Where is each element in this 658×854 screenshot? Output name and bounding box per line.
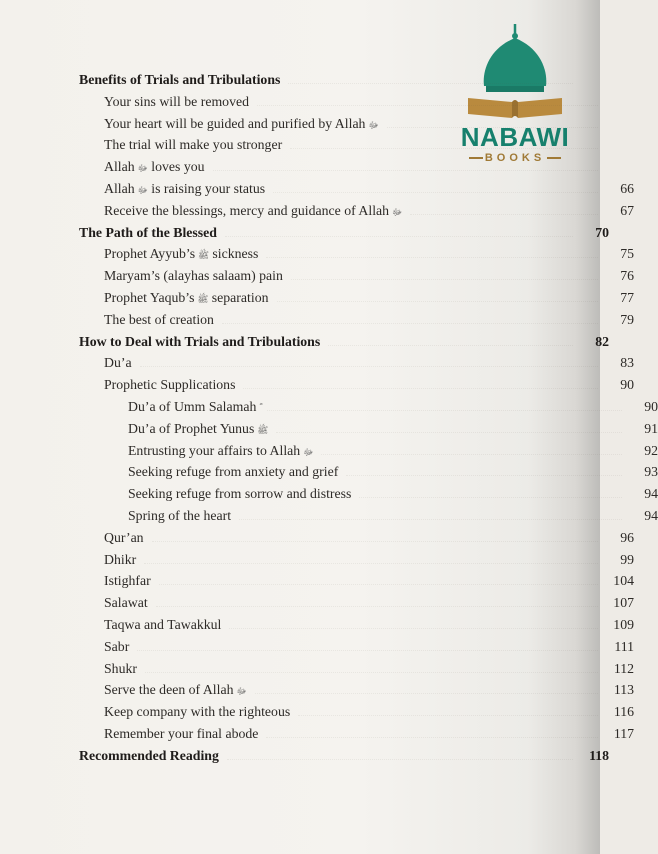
dot-leader — [257, 105, 598, 106]
honorific-glyph: ﷻ — [137, 185, 148, 195]
toc-entry — [0, 203, 634, 223]
toc-page-number: 82 — [595, 333, 609, 349]
toc-entry — [0, 355, 634, 375]
dot-leader — [277, 301, 599, 302]
toc-entry — [0, 617, 634, 637]
dot-leader — [159, 584, 598, 585]
toc-entry-title: Benefits of Trials and Tribulations — [79, 72, 281, 87]
toc-entry-title: Prophet Ayyub’s — [104, 246, 196, 262]
dot-leader — [276, 432, 622, 433]
dot-leader — [227, 759, 573, 760]
toc-page-number: 76 — [620, 268, 634, 284]
toc-page-number: 93 — [644, 464, 658, 480]
honorific-glyph: ﷻ — [137, 163, 148, 174]
toc-entry-title-cont: loves you — [147, 159, 205, 175]
toc-entry-title: Du’a of Umm Salamah — [128, 399, 257, 414]
dot-leader — [222, 323, 598, 324]
honorific-glyph: ﷺ — [197, 294, 209, 304]
dot-leader — [213, 170, 598, 171]
toc-entry — [0, 421, 658, 441]
dot-leader — [156, 606, 598, 607]
dot-leader — [144, 563, 598, 564]
dot-leader — [145, 672, 598, 673]
dot-leader — [152, 541, 598, 542]
toc-entry-title: Seeking refuge from anxiety and grief — [128, 464, 339, 480]
toc-entry — [0, 159, 634, 179]
toc-entry — [0, 94, 634, 114]
logo-name: NABAWI — [460, 122, 570, 152]
dot-leader — [239, 519, 622, 520]
dot-leader — [359, 497, 622, 498]
toc-page-number: 94 — [644, 508, 658, 523]
toc-entry-title-cont: sickness — [208, 246, 259, 262]
dot-leader — [243, 388, 598, 389]
honorific-glyph: ﷻ — [368, 119, 379, 130]
toc-entry — [0, 399, 658, 419]
dot-leader — [346, 475, 622, 476]
toc-entry-title: Salawat — [104, 595, 148, 611]
toc-entry-title: Keep company with the righteous — [104, 704, 291, 720]
toc-entry-title: Prophet Yaqub’s — [104, 290, 195, 305]
toc-entry — [0, 704, 634, 724]
toc-page-number: 99 — [620, 551, 634, 567]
dot-leader — [273, 192, 598, 193]
toc-entry-title: Maryam’s (alayhas salaam) pain — [104, 268, 283, 284]
toc-entry-title: Recommended Reading — [79, 747, 219, 763]
toc-entry-title: Allah — [104, 159, 135, 175]
toc-section-heading — [0, 748, 609, 768]
dot-leader — [255, 693, 598, 694]
toc-page-number: 67 — [620, 202, 634, 218]
toc-entry — [0, 377, 634, 397]
dot-leader — [267, 410, 622, 411]
toc-entry — [0, 464, 658, 484]
toc-page-number: 91 — [644, 420, 658, 436]
toc-entry-title: Allah — [104, 181, 135, 196]
toc-entry — [0, 486, 658, 506]
toc-entry-title: Dhikr — [104, 551, 137, 567]
toc-entry — [0, 137, 634, 157]
toc-page-number: 66 — [620, 181, 634, 196]
toc-entry-title: Spring of the heart — [128, 508, 232, 523]
honorific-glyph: ﷻ — [303, 446, 314, 457]
toc-section-heading — [0, 334, 609, 354]
toc-entry-title: How to Deal with Trials and Tribulations — [79, 333, 321, 349]
dot-leader — [266, 257, 598, 258]
toc-page-number: 79 — [620, 311, 634, 327]
dot-leader — [298, 715, 598, 716]
dot-leader — [410, 214, 598, 215]
toc-entry — [0, 312, 634, 332]
toc-page-number: 107 — [613, 595, 634, 611]
honorific-glyph: ﷺ — [198, 250, 209, 261]
honorific-glyph: ﷺ — [257, 424, 269, 435]
toc-page-number: 109 — [613, 617, 634, 632]
toc-entry-title: Remember your final abode — [104, 726, 259, 741]
toc-entry-title: Your sins will be removed — [104, 93, 249, 109]
toc-page-number: 94 — [644, 486, 658, 502]
toc-entry-title: Du’a of Prophet Yunus — [128, 420, 255, 436]
toc-entry-title-cont: separation — [208, 290, 269, 305]
toc-page-number: 112 — [613, 660, 634, 676]
toc-page-number: 113 — [613, 682, 634, 698]
toc-entry — [0, 290, 634, 310]
logo-subtitle: BOOKS — [460, 152, 570, 164]
toc-page-number: 111 — [614, 638, 634, 654]
toc-entry-title: Taqwa and Tawakkul — [104, 617, 222, 632]
toc-entry-title: Your heart will be guided and purified by Allah — [104, 115, 366, 131]
toc-page-number: 90 — [620, 377, 634, 393]
toc-entry-title: Serve the deen of Allah — [104, 682, 234, 698]
toc-entry — [0, 661, 634, 681]
toc-entry-title: The Path of the Blessed — [79, 224, 217, 240]
toc-page-number: 117 — [613, 726, 634, 741]
dot-leader — [291, 279, 598, 280]
toc-entry — [0, 508, 658, 528]
toc-entry-title: Du’a — [104, 355, 132, 371]
toc-section-heading — [0, 225, 609, 245]
dot-leader — [387, 127, 598, 128]
toc-entry-title: The trial will make you stronger — [104, 137, 283, 153]
dot-leader — [266, 737, 598, 738]
toc-entry — [0, 552, 634, 572]
toc-entry-title: The best of creation — [104, 311, 214, 327]
dot-leader — [328, 345, 573, 346]
toc-entry-title: Istighfar — [104, 573, 151, 589]
toc-entry — [0, 530, 634, 550]
toc-page-number: 118 — [589, 747, 609, 763]
toc-page-number: 77 — [620, 290, 634, 305]
toc-page-number: 104 — [613, 573, 634, 589]
toc-entry-title: Sabr — [104, 638, 130, 654]
toc-section-heading — [0, 72, 609, 92]
dot-leader — [137, 650, 598, 651]
toc-entry-title-cont: is raising your status — [147, 181, 266, 196]
toc-entry — [0, 595, 634, 615]
toc-page-number: 70 — [595, 224, 609, 240]
toc-entry — [0, 116, 634, 136]
toc-entry-title: Receive the blessings, mercy and guidance of Allah — [104, 202, 390, 218]
toc-entry-title: Seeking refuge from sorrow and distress — [128, 486, 352, 502]
toc-page-number: 83 — [620, 355, 634, 371]
dot-leader — [290, 148, 598, 149]
toc-entry-title: Qur’an — [104, 529, 144, 545]
toc-entry — [0, 181, 634, 201]
toc-entry-title: Shukr — [104, 660, 137, 676]
toc-entry — [0, 443, 658, 463]
dot-leader — [321, 454, 622, 455]
toc-entry-title: Entrusting your affairs to Allah — [128, 442, 301, 458]
toc-page-number: 92 — [644, 442, 658, 458]
toc-entry — [0, 726, 634, 746]
dot-leader — [225, 236, 573, 237]
honorific-glyph: ﷻ — [392, 206, 403, 217]
toc-entry-title: Prophetic Supplications — [104, 377, 236, 393]
dot-leader — [229, 628, 598, 629]
toc-page-number: 116 — [613, 704, 634, 720]
toc-entry — [0, 573, 634, 593]
honorific-glyph: ﷻ — [236, 686, 247, 697]
toc-page-number: 96 — [620, 529, 634, 545]
toc-entry — [0, 639, 634, 659]
toc-page-number: 90 — [644, 399, 658, 414]
toc-entry — [0, 682, 634, 702]
dot-leader — [288, 83, 573, 84]
toc-page-number: 75 — [620, 246, 634, 262]
toc-entry — [0, 268, 634, 288]
dot-leader — [140, 366, 598, 367]
toc-entry — [0, 246, 634, 266]
